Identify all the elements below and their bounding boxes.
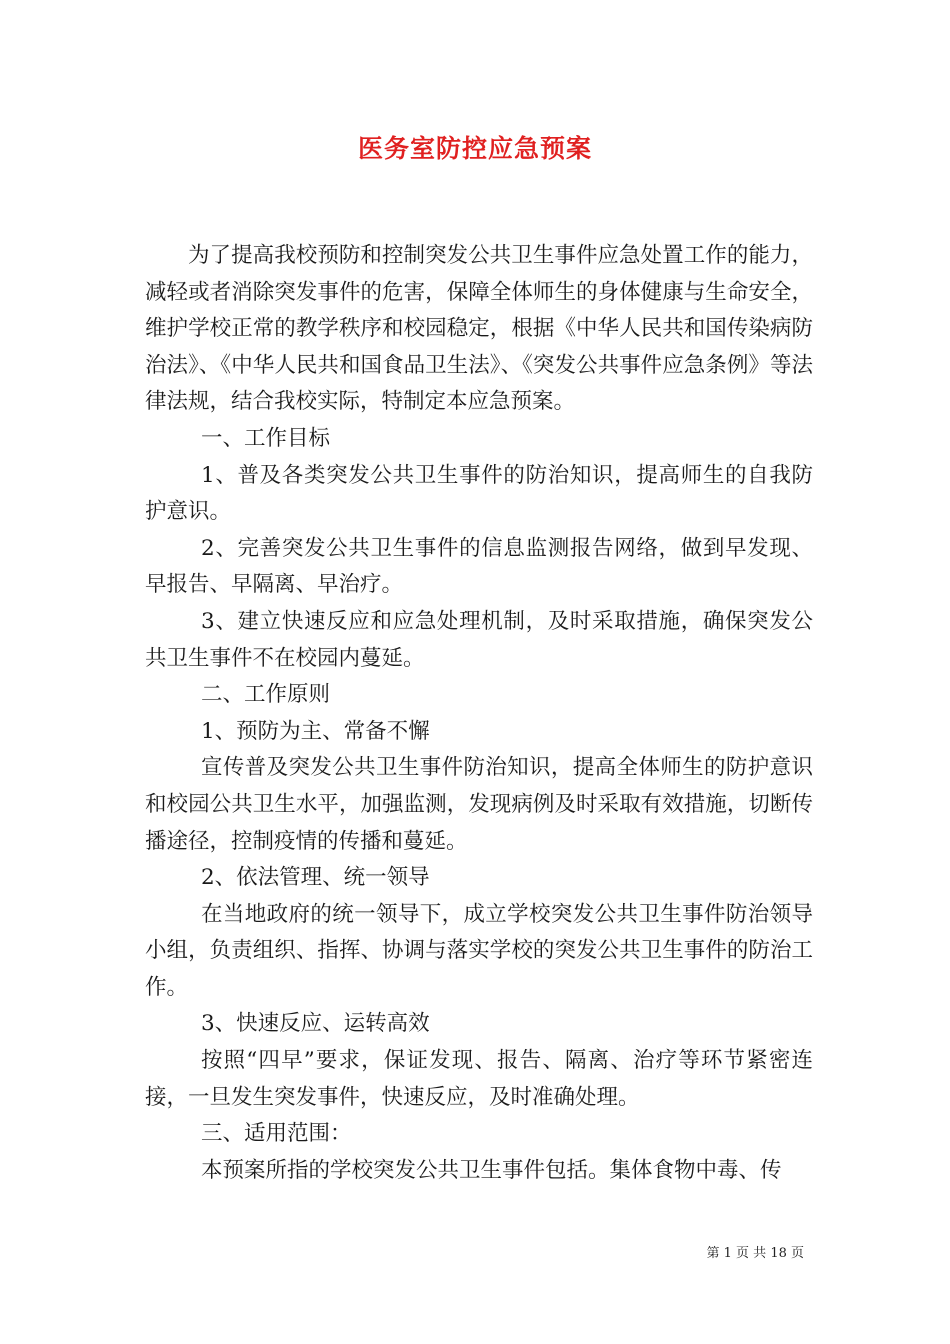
subheading-principle-1: 1、预防为主、常备不懈 (201, 718, 430, 744)
section-heading-goals: 一、工作目标 (201, 425, 331, 451)
paragraph-goal-1: 1、普及各类突发公共卫生事件的防治知识，提高师生的自我防护意识。 (145, 462, 813, 525)
paragraph-goal-2: 2、完善突发公共卫生事件的信息监测报告网络，做到早发现、早报告、早隔离、早治疗。 (145, 535, 813, 598)
subheading-principle-2: 2、依法管理、统一领导 (201, 865, 430, 891)
document-body (145, 238, 813, 1189)
page-number-footer: 第 1 页 共 18 页 (706, 1246, 804, 1261)
section-heading-principles: 二、工作原则 (201, 682, 331, 708)
subheading-principle-3: 3、快速反应、运转高效 (201, 1011, 430, 1037)
paragraph-principle-3: 按照“四早”要求，保证发现、报告、隔离、治疗等环节紧密连接，一旦发生突发事件，快速反应，及时准确处理。 (145, 1048, 813, 1110)
section-heading-scope: 三、适用范围： (201, 1121, 352, 1147)
document-title: 医务室防控应急预案 (357, 134, 592, 163)
paragraph-intro: 为了提高我校预防和控制突发公共卫生事件应急处置工作的能力，减轻或者消除突发事件的危害，保障全体师生的身体健康与生命安全，维护学校正常的教学秩序和校园稳定，根据《中华人民共和国传染病防治法》、《中华人民共和国食品卫生法》、《突发公共事件应急条例》等法律法规，结合我校实际，特制定本应急预案。 (145, 243, 813, 415)
paragraph-scope: 本预案所指的学校突发公共卫生事件包括。集体食物中毒、传 (201, 1157, 782, 1183)
paragraph-principle-2: 在当地政府的统一领导下，成立学校突发公共卫生事件防治领导小组，负责组织、指挥、协调与落实学校的突发公共卫生事件的防治工作。 (145, 901, 813, 1000)
paragraph-principle-1: 宣传普及突发公共卫生事件防治知识，提高全体师生的防护意识和校园公共卫生水平，加强监测，发现病例及时采取有效措施，切断传播途径，控制疫情的传播和蔓延。 (145, 755, 813, 854)
paragraph-goal-3: 3、建立快速反应和应急处理机制，及时采取措施，确保突发公共卫生事件不在校园内蔓延。 (145, 608, 813, 671)
